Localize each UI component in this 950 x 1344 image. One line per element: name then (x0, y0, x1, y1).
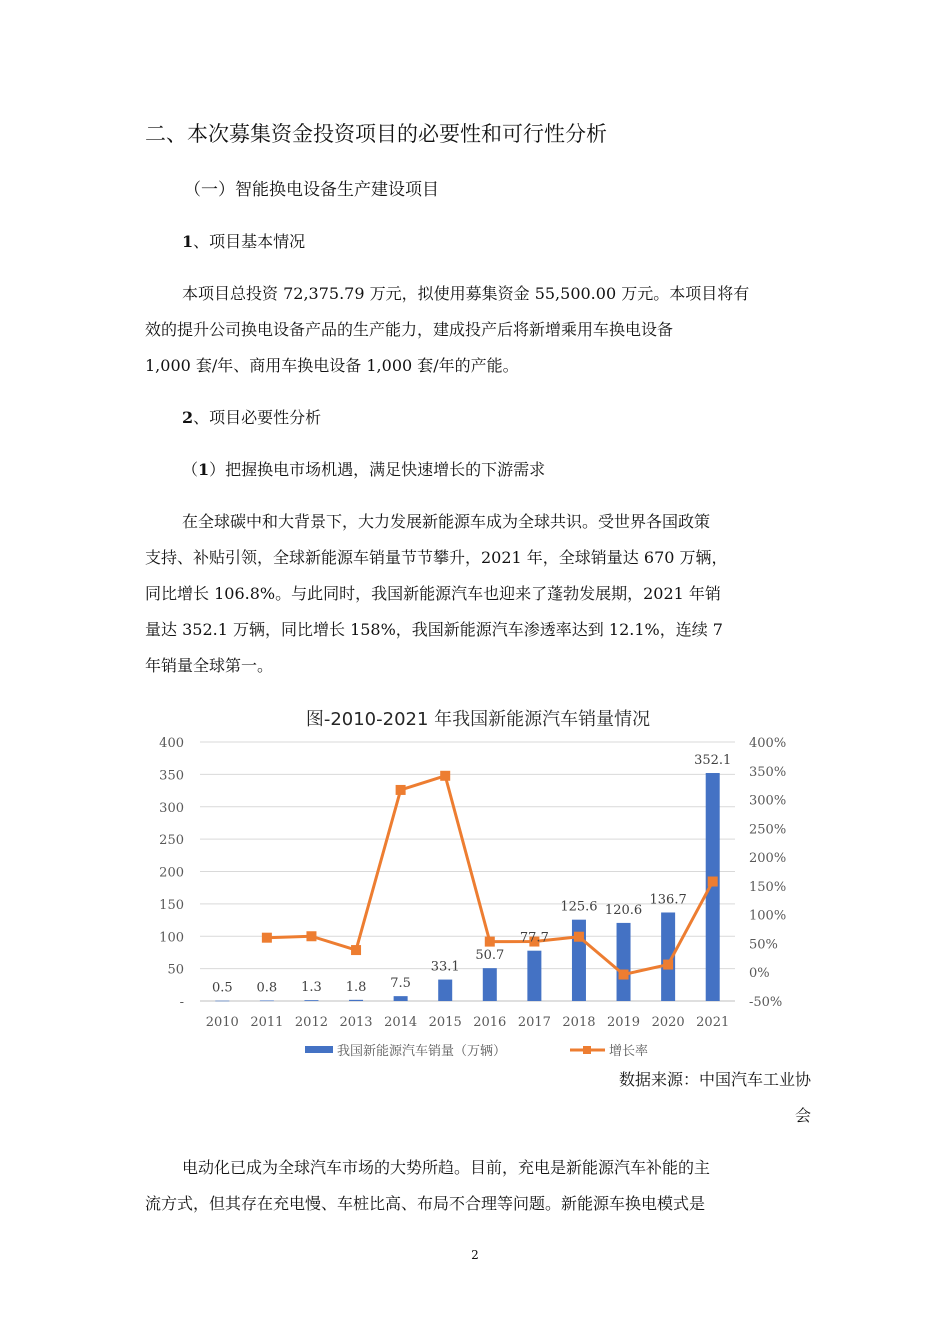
bar (483, 968, 497, 1001)
item-heading-2 (182, 404, 848, 432)
bar-value-label: 77.7 (519, 930, 549, 946)
left-axis-tick-label: 50 (167, 962, 184, 978)
bar-value-label: 125.6 (560, 899, 598, 915)
x-axis-tick-label: 2015 (428, 1015, 462, 1030)
growth-rate-point (485, 937, 495, 947)
paragraph-project-overview (145, 276, 811, 384)
x-axis-tick-label: 2016 (473, 1015, 507, 1030)
item-title: 、项目必要性分析 (193, 408, 322, 427)
bar (438, 980, 452, 1001)
growth-rate-point (396, 785, 406, 795)
right-axis-tick-label: 0% (749, 966, 770, 982)
sales-chart (145, 700, 811, 1072)
growth-rate-point (708, 877, 718, 887)
item-number: 1 (182, 232, 194, 251)
item-number: 2 (182, 408, 194, 427)
paragraph-line: 流方式，但其存在充电慢、车桩比高、布局不合理等问题。新能源车换电模式是 (145, 1194, 706, 1213)
growth-rate-point (574, 932, 584, 942)
bar (349, 1000, 363, 1001)
bar (215, 1001, 229, 1002)
bar-value-label: 33.1 (430, 959, 460, 975)
right-axis-tick-label: 350% (749, 764, 787, 780)
bar-value-label: 352.1 (694, 753, 732, 769)
paragraph-line: 本项目总投资 72,375.79 万元，拟使用募集资金 55,500.00 万元。本项目将有 (182, 284, 750, 303)
right-axis-tick-label: 150% (749, 879, 787, 895)
paragraph-line: 1,000 套/年、商用车换电设备 1,000 套/年的产能。 (145, 356, 519, 375)
x-axis-tick-label: 2017 (517, 1015, 551, 1030)
x-axis-tick-label: 2020 (651, 1015, 685, 1030)
growth-rate-point (663, 960, 673, 970)
left-axis-tick-label: 400 (159, 736, 184, 751)
data-source-line: 数据来源：中国汽车工业协 (618, 1070, 811, 1089)
paragraph-market (145, 504, 811, 684)
item-title: 、项目基本情况 (193, 232, 306, 251)
right-axis-tick-label: -50% (749, 995, 783, 1010)
x-axis-tick-label: 2021 (696, 1015, 730, 1030)
subitem-title: ）把握换电市场机遇，满足快速增长的下游需求 (209, 460, 546, 479)
x-axis-tick-label: 2013 (339, 1015, 373, 1030)
legend-line-label: 增长率 (609, 1044, 649, 1059)
x-axis-tick-label: 2011 (250, 1015, 284, 1030)
legend-bar-label: 我国新能源汽车销量（万辆） (337, 1044, 507, 1059)
data-source-line: 会 (794, 1106, 811, 1125)
subitem-number: 1 (198, 460, 210, 479)
subitem-heading (182, 456, 848, 484)
bar (304, 1000, 318, 1001)
bar-value-label: 7.5 (390, 976, 411, 992)
bar-value-label: 0.8 (256, 980, 278, 996)
paragraph-line: 同比增长 106.8%。与此同时，我国新能源汽车也迎来了蓬勃发展期，2021 年销 (145, 584, 721, 603)
item-heading-1 (182, 228, 848, 256)
paragraph-line: 效的提升公司换电设备产品的生产能力，建成投产后将新增乘用车换电设备 (145, 320, 674, 339)
paragraph-line: 量达 352.1 万辆，同比增长 158%，我国新能源汽车渗透率达到 12.1%，连续 7 (145, 620, 723, 639)
left-axis-tick-label: - (179, 995, 184, 1010)
section-heading: 二、本次募集资金投资项目的必要性和可行性分析 (145, 122, 607, 146)
bar (394, 996, 408, 1001)
bar (527, 951, 541, 1001)
chart-title: 图-2010-2021 年我国新能源汽车销量情况 (305, 709, 651, 730)
bar (706, 773, 720, 1001)
paragraph-electrification (145, 1150, 811, 1222)
paragraph-line: 年销量全球第一。 (145, 656, 274, 675)
growth-rate-point (306, 931, 316, 941)
right-axis-tick-label: 50% (749, 937, 778, 953)
page-number: 2 (471, 1248, 479, 1262)
right-axis-tick-label: 100% (749, 908, 787, 924)
growth-rate-point (619, 970, 629, 980)
bar-value-label: 1.8 (345, 979, 367, 995)
x-axis-tick-label: 2010 (205, 1015, 239, 1030)
left-axis-tick-label: 350 (159, 768, 184, 784)
growth-rate-point (351, 945, 361, 955)
bar (260, 1000, 274, 1001)
paragraph-line: 支持、补贴引领，全球新能源车销量节节攀升，2021 年，全球销量达 670 万辆， (145, 548, 728, 567)
right-axis-tick-label: 250% (749, 822, 787, 838)
subitem-open-paren: （ (182, 460, 199, 479)
left-axis-tick-label: 250 (159, 833, 184, 849)
bar-value-label: 120.6 (604, 902, 643, 918)
legend-bar-swatch (305, 1046, 333, 1053)
bar-value-label: 50.7 (475, 948, 505, 964)
x-axis-tick-label: 2018 (562, 1015, 596, 1030)
left-axis-tick-label: 150 (159, 897, 184, 913)
left-axis-tick-label: 200 (159, 865, 184, 881)
right-axis-tick-label: 200% (749, 851, 787, 867)
bar-value-label: 136.7 (649, 892, 687, 908)
x-axis-tick-label: 2014 (384, 1015, 418, 1030)
growth-rate-point (262, 933, 272, 943)
right-axis-tick-label: 300% (749, 793, 787, 809)
subsection-heading: （一）智能换电设备生产建设项目 (184, 180, 439, 200)
legend-line-marker (583, 1046, 591, 1054)
bar-value-label: 1.3 (301, 980, 322, 996)
x-axis-tick-label: 2012 (294, 1015, 329, 1030)
x-axis-tick-label: 2019 (606, 1015, 641, 1030)
bar-value-label: 0.5 (211, 980, 233, 996)
paragraph-line: 在全球碳中和大背景下，大力发展新能源车成为全球共识。受世界各国政策 (182, 512, 711, 531)
paragraph-line: 电动化已成为全球汽车市场的大势所趋。目前，充电是新能源汽车补能的主 (182, 1158, 711, 1177)
left-axis-tick-label: 100 (159, 930, 184, 946)
bar (617, 923, 631, 1001)
growth-rate-point (440, 771, 450, 781)
left-axis-tick-label: 300 (159, 800, 184, 816)
right-axis-tick-label: 400% (749, 736, 787, 751)
